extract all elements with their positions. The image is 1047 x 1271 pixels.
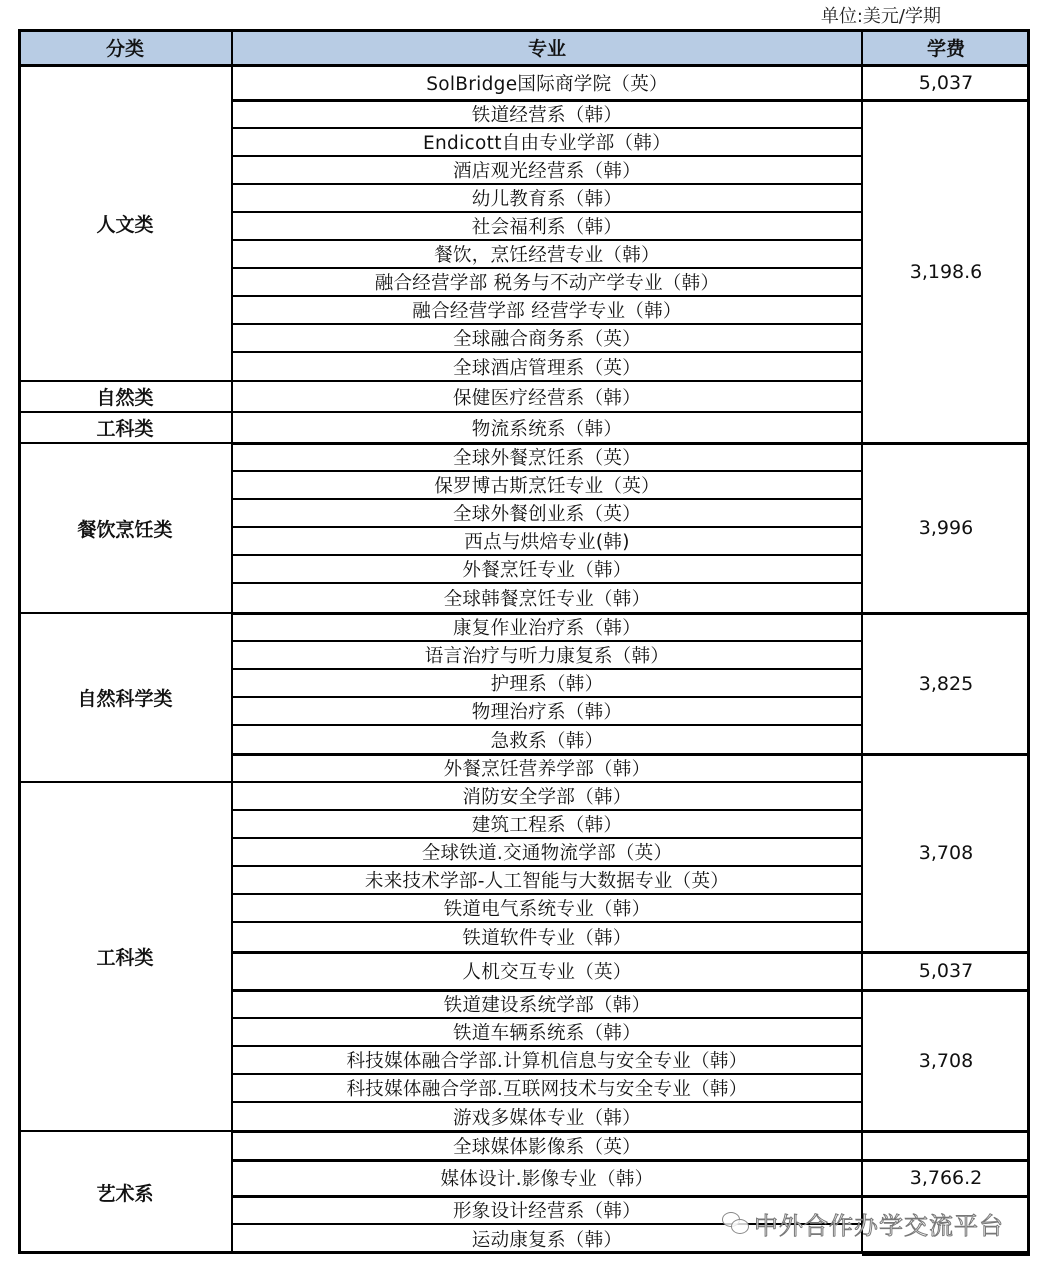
category-cell: 自然科学类 [77, 688, 173, 710]
category-cell: 餐饮烹饪类 [77, 518, 173, 541]
row-divider [232, 724, 862, 726]
major-cell: 建筑工程系（韩） [471, 815, 623, 836]
major-cell: 语言治疗与听力康复系（韩） [424, 646, 670, 667]
category-divider [18, 612, 232, 614]
major-cell: 全球融合商务系（英） [452, 329, 641, 350]
major-cell: 餐饮，烹饪经营专业（韩） [434, 245, 660, 266]
row-divider [232, 470, 862, 472]
major-cell: 幼儿教育系（韩） [471, 189, 623, 210]
major-cell: 全球韩餐烹饪专业（韩） [443, 589, 651, 610]
group-divider [232, 612, 862, 615]
fee-divider [862, 1130, 1030, 1133]
major-cell: 科技媒体融合学部.计算机信息与安全专业（韩） [346, 1051, 748, 1072]
fee-cell: 5,037 [918, 960, 974, 982]
category-cell: 人文类 [96, 213, 154, 236]
major-cell: SolBridge国际商学院（英） [426, 73, 668, 95]
major-cell: 科技媒体融合学部.互联网技术与安全专业（韩） [346, 1079, 748, 1100]
major-cell: 铁道电气系统专业（韩） [443, 899, 651, 920]
major-cell: 保罗博古斯烹饪专业（英） [434, 476, 660, 497]
col-divider-2 [861, 29, 863, 1254]
row-divider [232, 183, 862, 185]
fee-divider [862, 753, 1030, 756]
fee-cell: 3,996 [918, 517, 974, 539]
major-cell: 铁道车辆系统系（韩） [452, 1023, 641, 1044]
major-cell: 未来技术学部-人工智能与大数据专业（英） [364, 871, 730, 892]
major-cell: 社会福利系（韩） [471, 217, 623, 238]
row-divider [232, 921, 862, 923]
row-divider [232, 1017, 862, 1019]
major-cell: 物理治疗系（韩） [471, 702, 623, 723]
major-cell: 运动康复系（韩） [471, 1230, 623, 1251]
row-divider [232, 640, 862, 642]
category-divider [18, 442, 232, 444]
category-cell: 工科类 [96, 947, 154, 969]
group-divider [232, 951, 862, 954]
row-divider [232, 865, 862, 867]
category-cell: 自然类 [96, 387, 154, 409]
watermark [722, 1206, 1004, 1241]
row-divider [232, 380, 862, 382]
fee-divider [862, 1195, 1030, 1198]
fee-divider [862, 989, 1030, 992]
row-divider [232, 211, 862, 213]
col-divider-1 [231, 29, 233, 1254]
major-cell: 形象设计经营系（韩） [452, 1201, 641, 1222]
fee-cell: 3,766.2 [909, 1167, 983, 1189]
major-cell: 全球外餐烹饪系（英） [452, 448, 641, 469]
group-divider [232, 99, 862, 102]
category-divider [18, 781, 232, 783]
major-cell: 全球外餐创业系（英） [452, 504, 641, 525]
tuition-table [18, 29, 1030, 1254]
major-cell: 全球酒店管理系（英） [452, 357, 641, 379]
major-cell: 媒体设计.影像专业（韩） [440, 1169, 654, 1190]
row-divider [232, 1073, 862, 1075]
major-cell: 康复作业治疗系（韩） [452, 618, 641, 639]
row-divider [232, 411, 862, 413]
group-divider [232, 989, 862, 992]
major-cell: 全球媒体影像系（英） [452, 1136, 641, 1158]
major-cell: 西点与烘焙专业(韩) [464, 532, 630, 553]
category-divider [18, 1130, 232, 1132]
row-divider [232, 893, 862, 895]
fee-divider [862, 612, 1030, 615]
fee-divider [862, 1253, 1030, 1256]
major-cell: 融合经营学部 税务与不动产学专业（韩） [374, 273, 720, 294]
row-divider [232, 526, 862, 528]
fee-cell: 3,825 [918, 672, 974, 695]
major-cell: 外餐烹饪营养学部（韩） [443, 759, 651, 780]
group-divider [232, 1159, 862, 1162]
row-divider [232, 554, 862, 556]
fee-cell: 3,198.6 [909, 260, 983, 283]
row-divider [232, 582, 862, 584]
category-cell: 工科类 [96, 418, 154, 440]
major-cell: 物流系统系（韩） [471, 418, 623, 440]
header-divider [18, 64, 1030, 67]
unit-label: 单位:美元/学期 [820, 6, 941, 27]
fee-divider [862, 1159, 1030, 1162]
fee-cell: 3,708 [918, 1049, 974, 1072]
major-cell: 人机交互专业（英） [462, 962, 632, 983]
row-divider [232, 239, 862, 241]
major-cell: 消防安全学部（韩） [462, 787, 632, 808]
major-cell: 铁道建设系统学部（韩） [443, 995, 651, 1016]
category-cell: 艺术系 [96, 1183, 154, 1205]
watermark-text: 中外合作办学交流平台 [754, 1212, 1004, 1240]
major-cell: 全球铁道.交通物流学部（英） [421, 843, 673, 864]
row-divider [232, 781, 862, 783]
row-divider [232, 696, 862, 698]
row-divider [232, 837, 862, 839]
header-category: 分类 [18, 29, 232, 66]
header-fee: 学费 [862, 29, 1030, 66]
major-cell: 酒店观光经营系（韩） [452, 161, 641, 182]
row-divider [232, 809, 862, 811]
row-divider [232, 323, 862, 325]
group-divider [232, 753, 862, 756]
row-divider [232, 351, 862, 353]
fee-cell: 5,037 [918, 71, 974, 94]
row-divider [232, 127, 862, 129]
group-divider [232, 442, 862, 445]
major-cell: 游戏多媒体专业（韩） [452, 1107, 641, 1129]
row-divider [232, 1101, 862, 1103]
row-divider [232, 498, 862, 500]
row-divider [232, 295, 862, 297]
fee-cell: 3,708 [918, 842, 974, 864]
header-major: 专业 [232, 29, 862, 66]
fee-divider [862, 99, 1030, 102]
major-cell: 铁道软件专业（韩） [462, 928, 632, 949]
group-divider [232, 1195, 862, 1198]
row-divider [232, 668, 862, 670]
wechat-icon [722, 1212, 750, 1236]
major-cell: 外餐烹饪专业（韩） [462, 560, 632, 581]
major-cell: 融合经营学部 经营学专业（韩） [412, 301, 682, 322]
row-divider [232, 267, 862, 269]
major-cell: 护理系（韩） [490, 674, 604, 695]
major-cell: 急救系（韩） [490, 730, 604, 752]
major-cell: 铁道经营系（韩） [471, 105, 623, 126]
category-divider [18, 380, 232, 382]
major-cell: Endicott自由专业学部（韩） [423, 133, 671, 154]
group-divider [232, 1130, 862, 1133]
major-cell: 保健医疗经营系（韩） [452, 387, 641, 409]
row-divider [232, 155, 862, 157]
fee-divider [862, 442, 1030, 445]
row-divider [232, 1045, 862, 1047]
fee-divider [862, 951, 1030, 954]
category-divider [18, 411, 232, 413]
